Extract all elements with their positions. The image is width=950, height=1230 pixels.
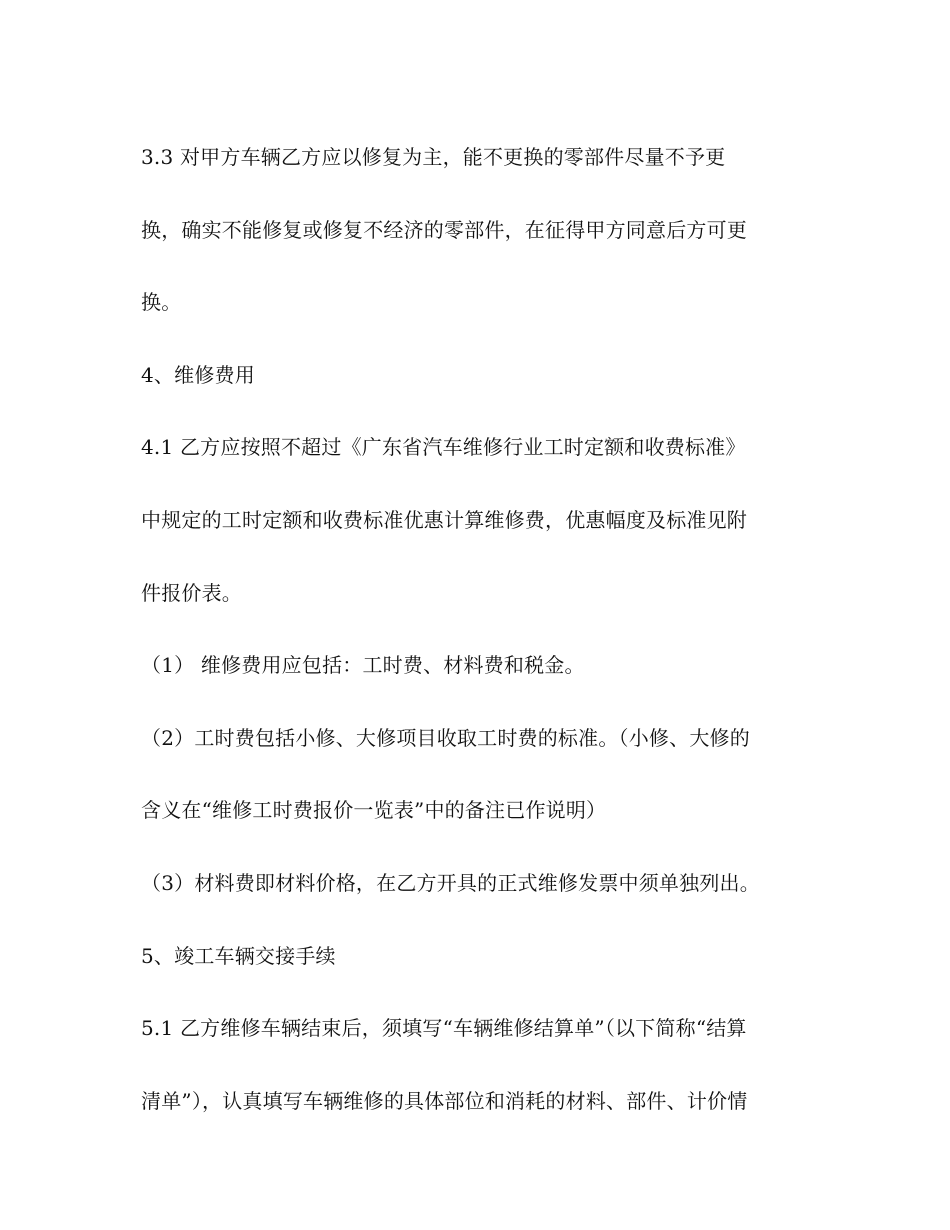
section-4-heading: 4、维修费用 xyxy=(141,362,255,387)
clause-5-1-line-1: 5.1 乙方维修车辆结束后，须填写“车辆维修结算单”（以下简称“结算 xyxy=(141,1016,747,1041)
clause-5-1-line-2: 清单”），认真填写车辆维修的具体部位和消耗的材料、部件、计价情 xyxy=(141,1088,748,1113)
document-body xyxy=(141,121,811,1137)
clause-3-3-line-1: 3.3 对甲方车辆乙方应以修复为主，能不更换的零部件尽量不予更 xyxy=(141,145,726,169)
item-2-line-2: 含义在“维修工时费报价一览表”中的备注已作说明） xyxy=(141,798,607,823)
clause-4-1-line-3: 件报价表。 xyxy=(141,580,242,605)
clause-4-1-line-2: 中规定的工时定额和收费标准优惠计算维修费，优惠幅度及标准见附 xyxy=(141,507,747,532)
item-1-line: （1） 维修费用应包括：工时费、材料费和税金。 xyxy=(141,653,585,678)
section-5-heading: 5、竣工车辆交接手续 xyxy=(141,943,336,968)
clause-3-3-line-2: 换，确实不能修复或修复不经济的零部件，在征得甲方同意后方可更 xyxy=(141,217,747,242)
clause-4-1-line-1: 4.1 乙方应按照不超过《广东省汽车维修行业工时定额和收费标准》 xyxy=(141,435,746,460)
clause-3-3-line-3: 换。 xyxy=(141,290,182,315)
item-3-line: （3）材料费即材料价格，在乙方开具的正式维修发票中须单独列出。 xyxy=(141,870,760,895)
item-2-line-1: （2）工时费包括小修、大修项目收取工时费的标准。（小修、大修的 xyxy=(141,725,750,750)
